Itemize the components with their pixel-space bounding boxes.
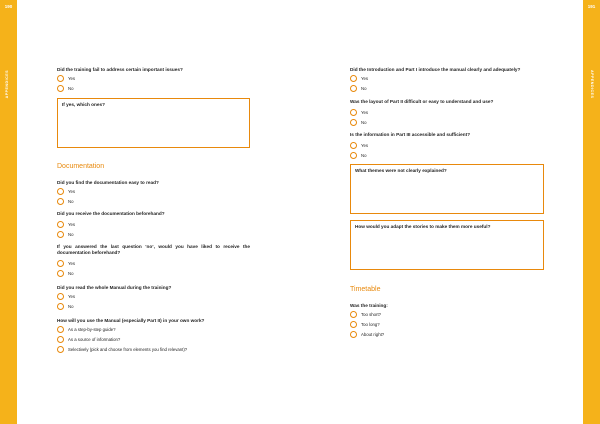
section-title-documentation: Documentation <box>57 163 105 170</box>
option-too-long[interactable]: Too long? <box>350 320 380 329</box>
option-no[interactable]: No <box>350 118 367 127</box>
radio-button[interactable] <box>57 336 64 343</box>
section-side-label: APPENDICES <box>5 70 9 99</box>
option-no[interactable]: No <box>57 230 74 239</box>
radio-button[interactable] <box>350 119 357 126</box>
radio-button[interactable] <box>57 75 64 82</box>
section-side-label: APPENDICES <box>590 70 594 99</box>
page-number: 191 <box>587 4 596 9</box>
radio-button[interactable] <box>350 311 357 318</box>
radio-button[interactable] <box>57 293 64 300</box>
radio-button[interactable] <box>57 326 64 333</box>
option-yes[interactable]: Yes <box>57 220 75 229</box>
radio-button[interactable] <box>57 303 64 310</box>
radio-button[interactable] <box>57 260 64 267</box>
answer-box-which-issues[interactable]: If yes, which ones? <box>57 98 250 148</box>
radio-button[interactable] <box>350 75 357 82</box>
question-training-length: Was the training: <box>350 303 388 308</box>
radio-button[interactable] <box>57 198 64 205</box>
option-source-information[interactable]: As a source of information? <box>57 335 120 344</box>
option-no[interactable]: No <box>57 302 74 311</box>
answer-box-themes[interactable]: What themes were not clearly explained? <box>350 164 544 214</box>
section-title-timetable: Timetable <box>350 286 381 293</box>
question-doc-beforehand: Did you receive the documentation beforehand? <box>57 211 165 216</box>
right-margin-band <box>583 0 600 424</box>
radio-button[interactable] <box>57 85 64 92</box>
radio-button[interactable] <box>350 109 357 116</box>
option-yes[interactable]: Yes <box>57 259 75 268</box>
option-step-by-step[interactable]: As a step-by-step guide? <box>57 325 116 334</box>
option-yes[interactable]: Yes <box>350 141 368 150</box>
radio-button[interactable] <box>350 142 357 149</box>
question-doc-easy: Did you find the documentation easy to read? <box>57 180 159 185</box>
left-margin-band <box>0 0 17 424</box>
radio-button[interactable] <box>350 152 357 159</box>
radio-button[interactable] <box>57 188 64 195</box>
radio-button[interactable] <box>57 270 64 277</box>
question-introduction: Did the Introduction and Part I introduce the manual clearly and adequately? <box>350 67 521 72</box>
question-use-manual: How will you use the Manual (especially Part II) in your own work? <box>57 318 205 323</box>
option-no[interactable]: No <box>57 269 74 278</box>
radio-button[interactable] <box>57 231 64 238</box>
question-liked-beforehand: If you answered the last question ‘no’, would you have liked to receive the documentation beforehand? <box>57 244 250 256</box>
option-about-right[interactable]: About right? <box>350 330 384 339</box>
option-no[interactable]: No <box>57 84 74 93</box>
radio-button[interactable] <box>350 85 357 92</box>
option-no[interactable]: No <box>350 84 367 93</box>
radio-button[interactable] <box>350 331 357 338</box>
question-training-issues: Did the training fail to address certain important issues? <box>57 67 183 72</box>
option-too-short[interactable]: Too short? <box>350 310 381 319</box>
radio-button[interactable] <box>57 221 64 228</box>
page-number: 190 <box>4 4 13 9</box>
question-read-manual: Did you read the whole Manual during the training? <box>57 285 172 290</box>
option-selectively[interactable]: Selectively (pick and choose from elements you find relevant)? <box>57 345 187 354</box>
option-no[interactable]: No <box>350 151 367 160</box>
option-yes[interactable]: Yes <box>350 108 368 117</box>
question-part-iii: Is the information in Part III accessible and sufficient? <box>350 132 471 137</box>
option-yes[interactable]: Yes <box>57 187 75 196</box>
radio-button[interactable] <box>57 346 64 353</box>
answer-box-adapt-stories[interactable]: How would you adapt the stories to make them more useful? <box>350 220 544 270</box>
option-no[interactable]: No <box>57 197 74 206</box>
question-layout-part-ii: Was the layout of Part II difficult or easy to understand and use? <box>350 99 494 104</box>
option-yes[interactable]: Yes <box>57 292 75 301</box>
option-yes[interactable]: Yes <box>350 74 368 83</box>
option-yes[interactable]: Yes <box>57 74 75 83</box>
radio-button[interactable] <box>350 321 357 328</box>
